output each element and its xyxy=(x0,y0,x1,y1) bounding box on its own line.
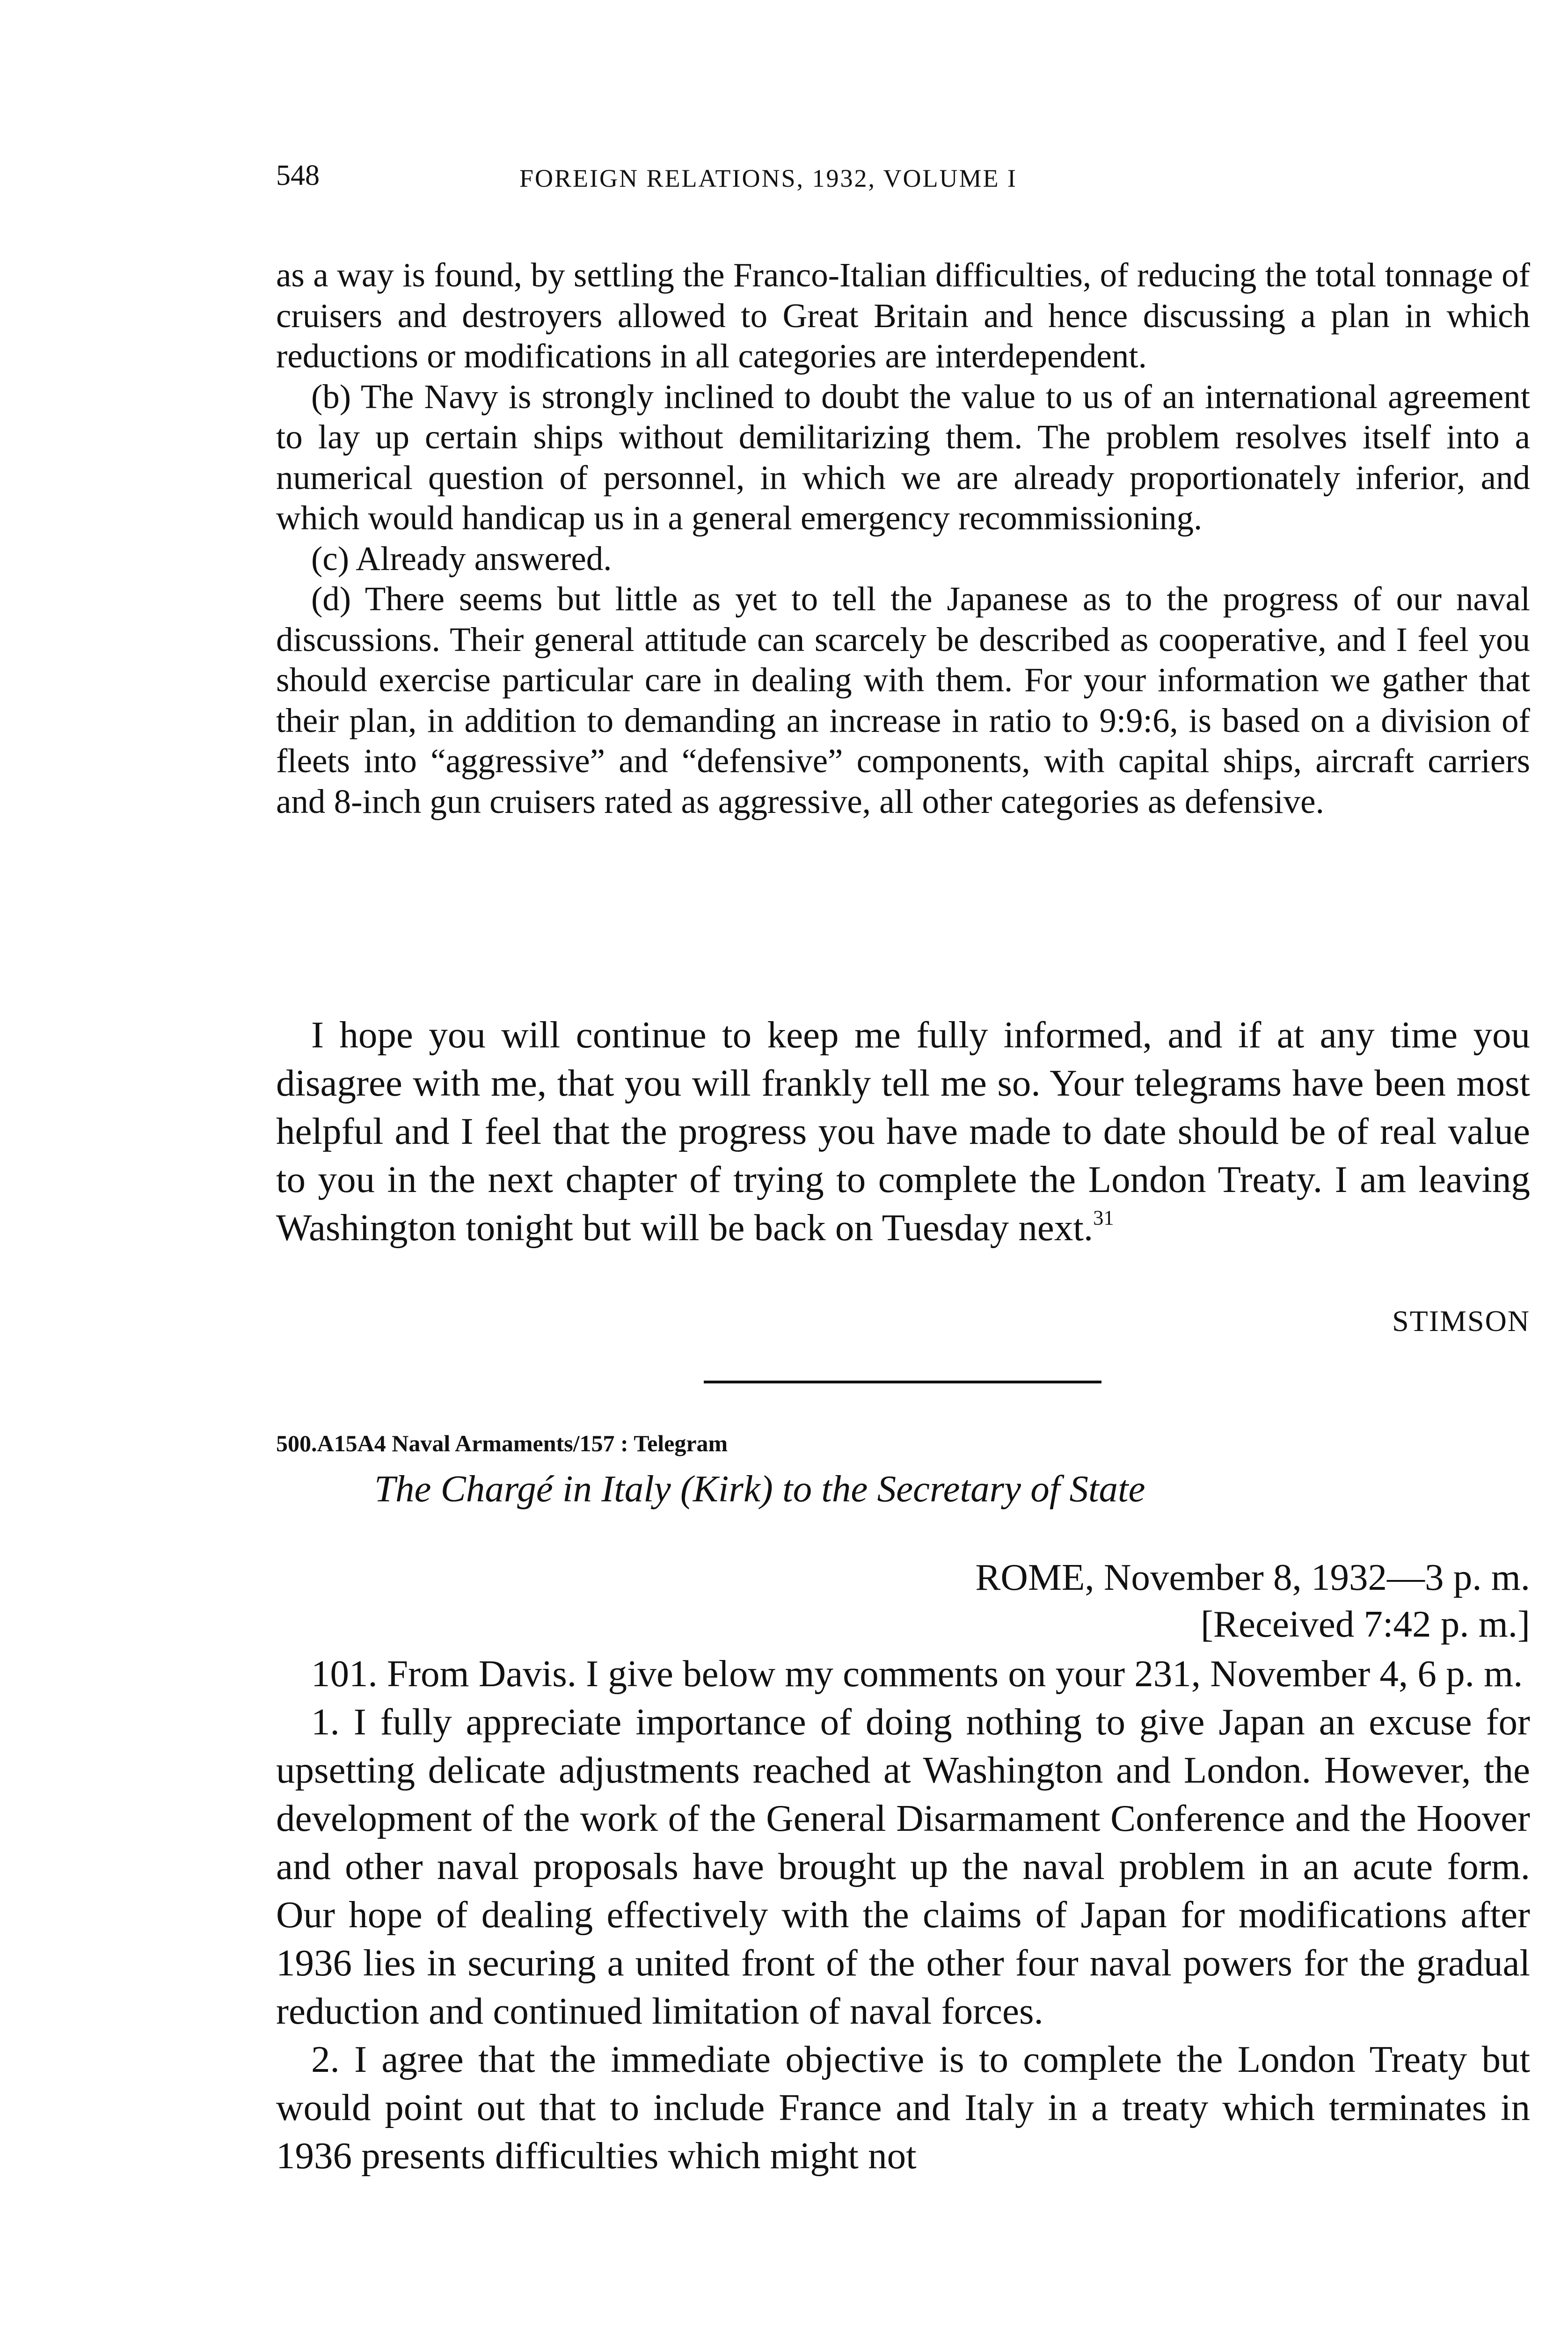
telegram-body xyxy=(276,1650,1530,2180)
paragraph-c: (c) Already answered. xyxy=(311,539,612,578)
signature: STIMSON xyxy=(1392,1304,1530,1338)
paragraph-d: (d) There seems but little as yet to tell the Japanese as to the progress of our naval discussions. Their general attitude can scarcely be described as cooperative, and I feel you should exercise particular care in dealing with them. For your information we gather that their plan, in addition to demanding an increase in ratio to 9:9:6, is based on a division of fleets into “aggressive” and “defensive” components, with capital ships, aircraft carriers and 8-inch gun cruisers rated as aggressive, all other categories as defensive. xyxy=(276,580,1530,820)
section-continuation xyxy=(276,255,1530,822)
telegram-paragraph-2: 2. I agree that the immediate objective is to complete the London Treaty but would point out that to include France and Italy in a treaty which terminates in 1936 presents difficulties which might not xyxy=(276,2038,1530,2177)
received-line: [Received 7:42 p. m.] xyxy=(1200,1603,1530,1645)
paragraph-b: (b) The Navy is strongly inclined to doubt the value to us of an international agreement to lay up certain ships without demilitarizing them. The problem resolves itself into a numerical question of personnel, in which we are already proportionately inferior, and which would handicap us in a general emergency recommissioning. xyxy=(276,377,1530,537)
dateline-block xyxy=(975,1554,1530,1647)
footnote-reference: 31 xyxy=(1093,1206,1114,1229)
closing-paragraph xyxy=(276,1011,1530,1252)
telegram-paragraph-101: 101. From Davis. I give below my comments on your 231, November 4, 6 p. m. xyxy=(311,1653,1523,1695)
paragraph-continuation: as a way is found, by settling the Franco-Italian difficulties, of reducing the total tonnage of cruisers and destroyers allowed to Great Britain and hence discussing a plan in which reductions or modifications in all categories are interdependent. xyxy=(276,256,1530,375)
telegram-paragraph-1: 1. I fully appreciate importance of doing nothing to give Japan an excuse for upsetting delicate adjustments reached at Washington and London. However, the development of the work of the General Disarmament Conference and the Hoover and other naval proposals have brought up the naval problem in an acute form. Our hope of dealing effectively with the claims of Japan for modifications after 1936 lies in securing a united front of the other four naval powers for the gradual reduction and continued limitation of naval forces. xyxy=(276,1701,1530,2032)
page-number: 548 xyxy=(276,160,320,191)
document-title: The Chargé in Italy (Kirk) to the Secretary of State xyxy=(374,1468,1145,1510)
page-header xyxy=(276,159,1539,211)
date-line: ROME, November 8, 1932—3 p. m. xyxy=(975,1556,1530,1598)
closing-paragraph-text: I hope you will continue to keep me fully informed, and if at any time you disagree with me, that you will frankly tell me so. Your telegrams have been most helpful and I feel that the progress you have made to date should be of real value to you in the next chapter of trying to complete the London Treaty. I am leaving Washington tonight but will be back on Tuesday next. xyxy=(276,1014,1530,1249)
file-reference: 500.A15A4 Naval Armaments/157 : Telegram xyxy=(276,1430,728,1456)
closing-section xyxy=(276,1011,1530,1252)
section-divider xyxy=(704,1381,1101,1383)
running-title: FOREIGN RELATIONS, 1932, VOLUME I xyxy=(519,164,1017,192)
